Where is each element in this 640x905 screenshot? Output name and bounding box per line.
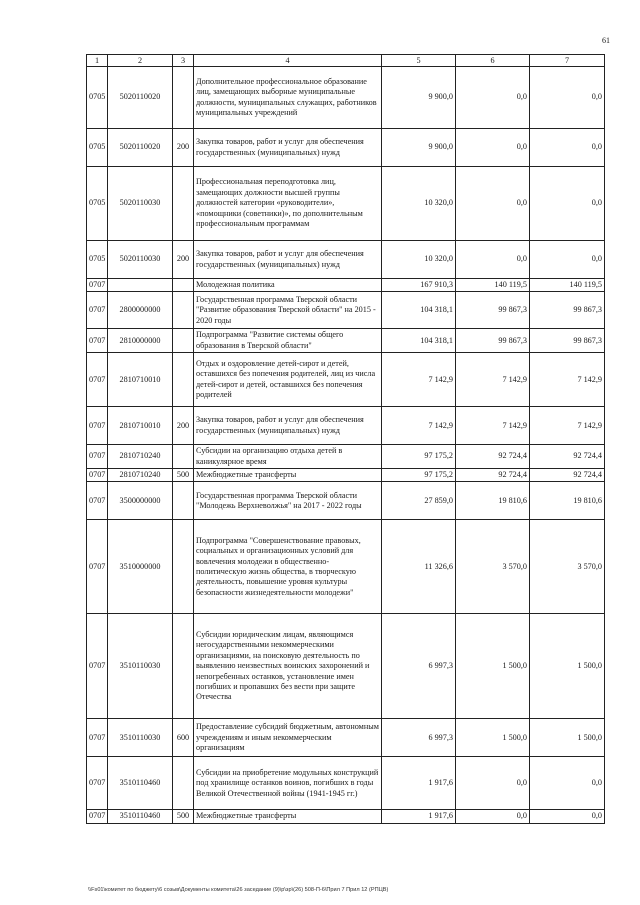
table-row xyxy=(87,719,605,757)
amount-year3-cell: 92 724,4 xyxy=(530,469,605,482)
column-header: 5 xyxy=(382,55,456,67)
section-code-cell: 0707 xyxy=(87,719,108,757)
amount-year2-cell: 1 500,0 xyxy=(456,719,530,757)
table-row xyxy=(87,810,605,823)
section-code-cell: 0707 xyxy=(87,445,108,469)
expense-type-cell xyxy=(173,279,194,292)
description-cell: Предоставление субсидий бюджетным, автономным учреждениям и иным некоммерческим организациям xyxy=(194,719,382,757)
column-header: 4 xyxy=(194,55,382,67)
table-body xyxy=(87,67,605,824)
table-row xyxy=(87,469,605,482)
expense-type-cell xyxy=(173,353,194,407)
target-code-cell: 3510000000 xyxy=(108,520,173,614)
target-code-cell: 2810710240 xyxy=(108,445,173,469)
amount-year1-cell: 104 318,1 xyxy=(382,292,456,329)
description-cell: Межбюджетные трансферты xyxy=(194,810,382,823)
expense-type-cell xyxy=(173,292,194,329)
table-row xyxy=(87,279,605,292)
target-code-cell: 2810710240 xyxy=(108,469,173,482)
column-header: 7 xyxy=(530,55,605,67)
table-row xyxy=(87,353,605,407)
amount-year3-cell: 0,0 xyxy=(530,810,605,823)
target-code-cell: 2810000000 xyxy=(108,329,173,353)
amount-year3-cell: 0,0 xyxy=(530,67,605,129)
section-code-cell: 0707 xyxy=(87,614,108,719)
description-cell: Государственная программа Тверской области "Развитие образования Тверской области" на 2015 - 2020 годы xyxy=(194,292,382,329)
section-code-cell: 0707 xyxy=(87,292,108,329)
amount-year1-cell: 1 917,6 xyxy=(382,757,456,810)
amount-year1-cell: 1 917,6 xyxy=(382,810,456,823)
amount-year3-cell: 7 142,9 xyxy=(530,353,605,407)
amount-year2-cell: 0,0 xyxy=(456,67,530,129)
amount-year1-cell: 97 175,2 xyxy=(382,445,456,469)
section-code-cell: 0705 xyxy=(87,241,108,279)
description-cell: Закупка товаров, работ и услуг для обеспечения государственных (муниципальных) нужд xyxy=(194,241,382,279)
amount-year2-cell: 0,0 xyxy=(456,757,530,810)
page-number: 61 xyxy=(602,36,610,45)
description-cell: Подпрограмма "Совершенствование правовых, социальных и организационных условий для вовлечения молодежи в общественно-политическую жизнь общества, в творческую деятельность, повышение уровня культуры безопасности жизнедеятельности молодежи" xyxy=(194,520,382,614)
expense-type-cell: 200 xyxy=(173,241,194,279)
target-code-cell xyxy=(108,279,173,292)
section-code-cell: 0707 xyxy=(87,353,108,407)
amount-year1-cell: 7 142,9 xyxy=(382,353,456,407)
amount-year3-cell: 0,0 xyxy=(530,757,605,810)
amount-year1-cell: 10 320,0 xyxy=(382,241,456,279)
table-row xyxy=(87,614,605,719)
amount-year1-cell: 104 318,1 xyxy=(382,329,456,353)
expense-type-cell xyxy=(173,67,194,129)
target-code-cell: 5020110020 xyxy=(108,67,173,129)
table-row xyxy=(87,482,605,520)
description-cell: Субсидии юридическим лицам, являющимся негосударственными некоммерческими организациями, на поисковую деятельность по выявлению неизвестных воинских захоронений и непогребенных останков, установление имен погибших и пропавших без вести при защите Отечества xyxy=(194,614,382,719)
amount-year1-cell: 7 142,9 xyxy=(382,407,456,445)
expense-type-cell: 600 xyxy=(173,719,194,757)
expense-type-cell xyxy=(173,167,194,241)
section-code-cell: 0707 xyxy=(87,279,108,292)
target-code-cell: 5020110020 xyxy=(108,129,173,167)
section-code-cell: 0707 xyxy=(87,757,108,810)
expense-type-cell xyxy=(173,757,194,810)
expense-type-cell: 500 xyxy=(173,469,194,482)
amount-year3-cell: 7 142,9 xyxy=(530,407,605,445)
amount-year3-cell: 19 810,6 xyxy=(530,482,605,520)
amount-year2-cell: 99 867,3 xyxy=(456,329,530,353)
target-code-cell: 3510110030 xyxy=(108,719,173,757)
amount-year3-cell: 99 867,3 xyxy=(530,292,605,329)
section-code-cell: 0705 xyxy=(87,67,108,129)
description-cell: Межбюджетные трансферты xyxy=(194,469,382,482)
amount-year2-cell: 92 724,4 xyxy=(456,469,530,482)
table-row xyxy=(87,757,605,810)
amount-year2-cell: 0,0 xyxy=(456,167,530,241)
amount-year3-cell: 1 500,0 xyxy=(530,719,605,757)
description-cell: Отдых и оздоровление детей-сирот и детей, оставшихся без попечения родителей, лиц из числа детей-сирот и детей, оставшихся без попечения родителей xyxy=(194,353,382,407)
amount-year1-cell: 9 900,0 xyxy=(382,67,456,129)
table-row xyxy=(87,241,605,279)
amount-year3-cell: 99 867,3 xyxy=(530,329,605,353)
expense-type-cell xyxy=(173,329,194,353)
expense-type-cell xyxy=(173,445,194,469)
table-row xyxy=(87,167,605,241)
description-cell: Дополнительное профессиональное образование лиц, замещающих выборные муниципальные должности, муниципальных служащих, работников муниципальных учреждений xyxy=(194,67,382,129)
amount-year3-cell: 0,0 xyxy=(530,167,605,241)
section-code-cell: 0705 xyxy=(87,129,108,167)
amount-year3-cell: 3 570,0 xyxy=(530,520,605,614)
amount-year2-cell: 0,0 xyxy=(456,129,530,167)
amount-year2-cell: 7 142,9 xyxy=(456,353,530,407)
header-row xyxy=(87,55,605,67)
description-cell: Субсидии на приобретение модульных конструкций под хранилище останков воинов, погибших в годы Великой Отечественной войны (1941-1945 гг.) xyxy=(194,757,382,810)
amount-year2-cell: 3 570,0 xyxy=(456,520,530,614)
expense-type-cell xyxy=(173,482,194,520)
table-row xyxy=(87,329,605,353)
amount-year2-cell: 1 500,0 xyxy=(456,614,530,719)
amount-year1-cell: 9 900,0 xyxy=(382,129,456,167)
target-code-cell: 3500000000 xyxy=(108,482,173,520)
table-row xyxy=(87,445,605,469)
description-cell: Закупка товаров, работ и услуг для обеспечения государственных (муниципальных) нужд xyxy=(194,129,382,167)
amount-year1-cell: 97 175,2 xyxy=(382,469,456,482)
description-cell: Государственная программа Тверской области "Молодежь Верхневолжья" на 2017 - 2022 годы xyxy=(194,482,382,520)
amount-year1-cell: 11 326,6 xyxy=(382,520,456,614)
description-cell: Профессиональная переподготовка лиц, замещающих должности высшей группы должностей категории «руководители», «помощники (советники)», по дополнительным профессиональным программам xyxy=(194,167,382,241)
amount-year2-cell: 92 724,4 xyxy=(456,445,530,469)
expense-type-cell xyxy=(173,520,194,614)
description-cell: Закупка товаров, работ и услуг для обеспечения государственных (муниципальных) нужд xyxy=(194,407,382,445)
target-code-cell: 2800000000 xyxy=(108,292,173,329)
section-code-cell: 0707 xyxy=(87,407,108,445)
amount-year1-cell: 6 997,3 xyxy=(382,614,456,719)
section-code-cell: 0705 xyxy=(87,167,108,241)
amount-year2-cell: 7 142,9 xyxy=(456,407,530,445)
description-cell: Молодежная политика xyxy=(194,279,382,292)
table-row xyxy=(87,67,605,129)
column-header: 3 xyxy=(173,55,194,67)
table-row xyxy=(87,407,605,445)
table-row xyxy=(87,292,605,329)
amount-year3-cell: 140 119,5 xyxy=(530,279,605,292)
section-code-cell: 0707 xyxy=(87,482,108,520)
section-code-cell: 0707 xyxy=(87,469,108,482)
target-code-cell: 3510110030 xyxy=(108,614,173,719)
expense-type-cell: 500 xyxy=(173,810,194,823)
section-code-cell: 0707 xyxy=(87,520,108,614)
target-code-cell: 3510110460 xyxy=(108,810,173,823)
file-path-footer: \\Fs01\комитет по бюджету\6 созыв\Документы комитета\26 заседание (9)\р\зр\(26) 508-П-6\Прил 7 Прил 12 (РПЦВ) xyxy=(88,887,389,893)
table-row xyxy=(87,129,605,167)
description-cell: Субсидии на организацию отдыха детей в каникулярное время xyxy=(194,445,382,469)
amount-year2-cell: 99 867,3 xyxy=(456,292,530,329)
amount-year2-cell: 19 810,6 xyxy=(456,482,530,520)
amount-year1-cell: 167 910,3 xyxy=(382,279,456,292)
amount-year2-cell: 0,0 xyxy=(456,810,530,823)
amount-year3-cell: 1 500,0 xyxy=(530,614,605,719)
amount-year1-cell: 10 320,0 xyxy=(382,167,456,241)
column-header: 6 xyxy=(456,55,530,67)
section-code-cell: 0707 xyxy=(87,810,108,823)
amount-year1-cell: 6 997,3 xyxy=(382,719,456,757)
target-code-cell: 5020110030 xyxy=(108,241,173,279)
amount-year3-cell: 92 724,4 xyxy=(530,445,605,469)
expense-type-cell: 200 xyxy=(173,129,194,167)
target-code-cell: 2810710010 xyxy=(108,353,173,407)
amount-year3-cell: 0,0 xyxy=(530,129,605,167)
amount-year3-cell: 0,0 xyxy=(530,241,605,279)
description-cell: Подпрограмма "Развитие системы общего образования в Тверской области" xyxy=(194,329,382,353)
amount-year2-cell: 0,0 xyxy=(456,241,530,279)
column-header: 2 xyxy=(108,55,173,67)
expense-type-cell xyxy=(173,614,194,719)
budget-table xyxy=(86,54,605,824)
amount-year1-cell: 27 859,0 xyxy=(382,482,456,520)
target-code-cell: 5020110030 xyxy=(108,167,173,241)
target-code-cell: 3510110460 xyxy=(108,757,173,810)
expense-type-cell: 200 xyxy=(173,407,194,445)
section-code-cell: 0707 xyxy=(87,329,108,353)
table-row xyxy=(87,520,605,614)
column-header: 1 xyxy=(87,55,108,67)
target-code-cell: 2810710010 xyxy=(108,407,173,445)
amount-year2-cell: 140 119,5 xyxy=(456,279,530,292)
